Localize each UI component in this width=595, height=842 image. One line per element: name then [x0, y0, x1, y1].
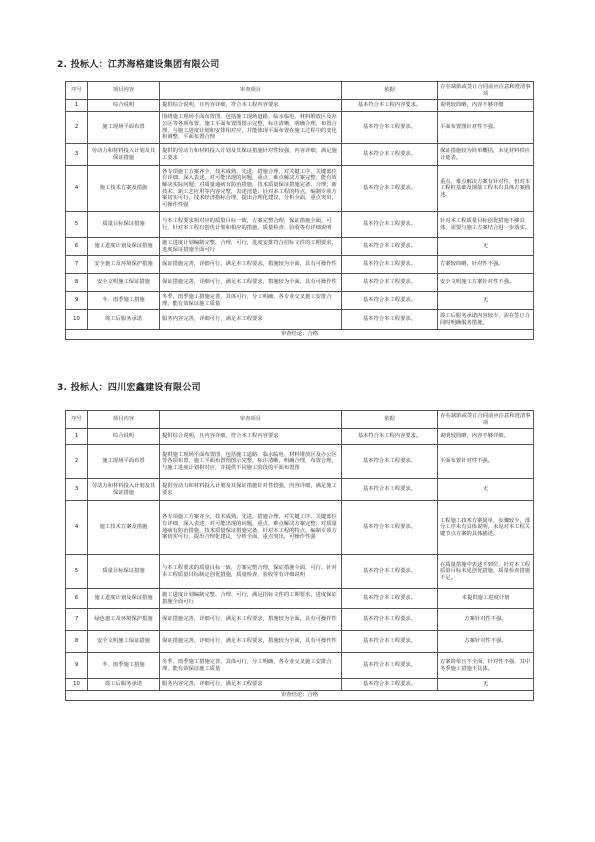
cell-issue: 安全文明施工方案针对性不强。 [438, 274, 534, 292]
cell-content: 保证措施完善，详细可行，满足本工程要求，措施较为全面，具有可操作性 [160, 631, 342, 653]
table-row [66, 166, 534, 212]
table-header-row [66, 82, 534, 100]
cell-no: 2 [66, 445, 88, 479]
table-row [66, 112, 534, 144]
cell-basis: 基本符合本工程要求。 [342, 609, 438, 631]
section-title-bidder-3: 3. 投标人：四川宏鑫建设有限公司 [57, 383, 201, 393]
cell-content: 保证措施完善，详细可行，满足本工程要求，措施较为全面，具有可操作性 [160, 256, 342, 274]
cell-issue: 保证措施较为简单概括，未见材料供应计划表。 [438, 144, 534, 166]
cell-item: 施工进度计划及保证措施 [88, 589, 160, 609]
cell-basis: 基本符合本工程要求。 [342, 555, 438, 589]
table-row [66, 445, 534, 479]
review-conclusion: 审查结论：合格 [66, 330, 534, 340]
cell-content: 提供施工现场平面布置图，包括施工道路、临水临电、材料堆放区及办公区等各项布置，施工平面布置图图示完整，标注清晰，明确合理，布置合理，与施工进度计划相对应，并提供不同施工阶段的平面布置图 [160, 445, 342, 479]
cell-item: 安全文明施工保证措施 [88, 274, 160, 292]
cell-no: 3 [66, 144, 88, 166]
cell-basis: 基本符合本工程要求。 [342, 479, 438, 501]
cell-item: 施工现场平面布置 [88, 445, 160, 479]
cell-no: 5 [66, 555, 88, 589]
cell-content: 保证措施完善，详细可行，满足本工程要求，措施较为全面，具有可操作性 [160, 609, 342, 631]
cell-no: 5 [66, 212, 88, 238]
header-content: 审查项目 [160, 411, 342, 429]
table-row [66, 100, 534, 112]
cell-issue: 平面布置针对性不强。 [438, 445, 534, 479]
cell-issue: 方案简单且不全面，针对性不强，其中冬季施工措施不具体。 [438, 653, 534, 679]
header-content: 审查项目 [160, 82, 342, 100]
cell-content: 提供的劳动力和材料投入计划及其保证措施针对性较强，内容详细，满足施工要求 [160, 144, 342, 166]
table-row [66, 555, 534, 589]
cell-issue: 在质量措施中表述不到位，针对本工程质量目标未见创优措施，质量检查措施不足。 [438, 555, 534, 589]
table-row [66, 589, 534, 609]
cell-issue: 平面布置图针对性不强。 [438, 112, 534, 144]
cell-content: 与本工程要求相对应的质量目标一致，方案完整合理，保证措施全面，可行，针对本工程有创优计划和相应的措施，质量检查、验收等有详细说明 [160, 212, 342, 238]
cell-issue: 针对本工程质量目标创优措施不够具体，需要与施工方案结合进一步落实。 [438, 212, 534, 238]
cell-no: 9 [66, 653, 88, 679]
cell-no: 2 [66, 112, 88, 144]
cell-no: 10 [66, 679, 88, 691]
header-item: 项目内容 [88, 82, 160, 100]
cell-item: 施工技术方案及措施 [88, 166, 160, 212]
cell-item: 冬、雨季施工措施 [88, 292, 160, 310]
table-row [66, 631, 534, 653]
cell-item: 安全施工及环境保护措施 [88, 256, 160, 274]
cell-item: 冬、雨季施工措施 [88, 653, 160, 679]
cell-item: 质量目标保证措施 [88, 212, 160, 238]
cell-basis: 基本符合本工程要求。 [342, 212, 438, 238]
header-item: 项目内容 [88, 411, 160, 429]
cell-basis: 基本符合本工程要求。 [342, 653, 438, 679]
cell-basis: 基本符合本工程要求。 [342, 166, 438, 212]
cell-no: 7 [66, 256, 88, 274]
table-row [66, 479, 534, 501]
cell-basis: 基本符合本工程要求。 [342, 144, 438, 166]
header-basis: 依据 [342, 82, 438, 100]
cell-content: 围绕施工现场平面布置图，包括施工现场道路、临水临电、材料堆放区及办公区等各项布置，施工平面布置图图示完整，标注清晰，明确合理，布置合理，与施工进度计划和安排相对应，并能体现平面布置在施工过程中的变化和调整，平面布置合理 [160, 112, 342, 144]
cell-basis: 基本符合本工程要求。 [342, 292, 438, 310]
cell-content: 冬季、雨季施工措施完善，具体可行，分工明确，各专业交叉施工安排合理，能有效保证施工质量 [160, 653, 342, 679]
cell-no: 8 [66, 631, 88, 653]
cell-no: 10 [66, 310, 88, 330]
section-title-bidder-2: 2. 投标人：江苏海格建设集团有限公司 [57, 60, 220, 70]
cell-item: 综合说明 [88, 429, 160, 445]
header-basis: 依据 [342, 411, 438, 429]
cell-issue: 竣工后服务承诺内容较少，需在签订合同时明确服务措施。 [438, 310, 534, 330]
header-no: 序号 [66, 82, 88, 100]
cell-basis: 基本符合本工程要求。 [342, 238, 438, 256]
table-footer-row [66, 330, 534, 340]
cell-basis: 基本符合本工程内容要求。 [342, 100, 438, 112]
table-row [66, 274, 534, 292]
cell-basis: 基本符合本工程要求。 [342, 256, 438, 274]
cell-issue: 无 [438, 292, 534, 310]
cell-basis: 基本符合本工程要求。 [342, 679, 438, 691]
cell-no: 9 [66, 292, 88, 310]
cell-item: 劳动力和材料投入计划及其保证措施 [88, 144, 160, 166]
cell-content: 各专项施工方案齐全，技术成熟，先进，措施合理，对关键工序、关键部位有详细、深入表述，对可能出现的问题，重点、难点解决方案完整，能有效解决实际问题；对质量通病有防治措施，技术质量保证措施完备、合理；新技术、新工艺应用等内容完整，表述清楚；针对本工程的特点，编制专项方案切实可行，技术经济指标合理，提出合理化建议，分析全面，重点突出，可操作性强 [160, 166, 342, 212]
cell-content: 服务内容完善，详细可行，满足本工程要求 [160, 679, 342, 691]
cell-issue: 重点、难点解决方案有针对性，但对本工程桩基础及钢筋工程未有具体方案描述。 [438, 166, 534, 212]
table-row [66, 256, 534, 274]
table-footer-row [66, 691, 534, 701]
cell-content: 各专项施工方案齐全，技术成熟，先进，措施合理，对关键工序、关键部位有详细、深入表述，对可能出现的问题，重点、难点解决方案完整；对质量通病有防治措施，技术质量保证措施完备，针对本工程的特点，编制专项方案切实可行，提出合理化建议，分析全面，重点突出，可操作性强 [160, 501, 342, 555]
header-no: 序号 [66, 411, 88, 429]
table-row [66, 238, 534, 256]
table-header-row [66, 411, 534, 429]
cell-content: 与本工程要求的质量目标一致，方案完整合理，保证措施全面，可行，针对本工程质量目标制定创优措施，质量检查、验收等有详细说明 [160, 555, 342, 589]
cell-item: 绿色施工及环境保护措施 [88, 609, 160, 631]
cell-no: 4 [66, 166, 88, 212]
cell-item: 质量目标保证措施 [88, 555, 160, 589]
table-row [66, 144, 534, 166]
cell-item: 综合说明 [88, 100, 160, 112]
cell-basis: 基本符合本工程要求。 [342, 501, 438, 555]
cell-basis: 基本符合本工程要求。 [342, 310, 438, 330]
cell-basis: 基本符合本工程内容要求。 [342, 429, 438, 445]
cell-item: 施工技术方案及措施 [88, 501, 160, 555]
cell-content: 施工进度计划编制完整，合理，可行，进度安排符合招标文件的工期要求，进度保证措施全面可行 [160, 238, 342, 256]
cell-no: 6 [66, 238, 88, 256]
cell-item: 劳动力和材料投入计划及其保证措施 [88, 479, 160, 501]
cell-content: 服务内容完善，详细可行，满足本工程要求 [160, 310, 342, 330]
cell-no: 6 [66, 589, 88, 609]
cell-content: 冬季、雨季施工措施完善，具体可行，分工明确，各专业交叉施工安排合理，能有效保证施工质量 [160, 292, 342, 310]
cell-item: 竣工后服务承诺 [88, 679, 160, 691]
review-conclusion: 审查结论：合格 [66, 691, 534, 701]
cell-no: 8 [66, 274, 88, 292]
cell-issue: 说明较简略，内容不够详细。 [438, 429, 534, 445]
cell-issue: 无 [438, 238, 534, 256]
cell-content: 施工进度计划编制完整、合理、可行，满足招标文件的工期要求，进度保证措施全面可行 [160, 589, 342, 609]
cell-content: 提供劳动力和材料投入计划及其保证措施针对性较强，内容详细，满足施工要求 [160, 479, 342, 501]
cell-item: 安全文明施工保证措施 [88, 631, 160, 653]
header-issue: 存在缺陷或签订合同前应注意和澄清事项 [438, 82, 534, 100]
cell-no: 1 [66, 429, 88, 445]
cell-issue: 未提供施工进度计划 [438, 589, 534, 609]
table-row [66, 212, 534, 238]
cell-basis: 基本符合本工程要求。 [342, 445, 438, 479]
cell-basis: 基本符合本工程要求。 [342, 274, 438, 292]
cell-content: 提供综合说明，且内容详细，符合本工程内容要求 [160, 100, 342, 112]
cell-issue: 无 [438, 679, 534, 691]
cell-basis: 基本符合本工程要求。 [342, 112, 438, 144]
table-row [66, 310, 534, 330]
cell-item: 施工进度计划及保证措施 [88, 238, 160, 256]
review-table-bidder-2 [65, 81, 534, 340]
cell-no: 7 [66, 609, 88, 631]
table-row [66, 501, 534, 555]
cell-no: 1 [66, 100, 88, 112]
table-row [66, 609, 534, 631]
cell-issue: 方案针对性不强。 [438, 631, 534, 653]
cell-item: 施工现场平面布置 [88, 112, 160, 144]
cell-basis: 基本符合本工程要求。 [342, 589, 438, 609]
table-row [66, 653, 534, 679]
cell-issue: 工程施工技术方案简单，步骤较少，部分工序未有具体说明，未见对本工程关键节点方案的具体描述。 [438, 501, 534, 555]
cell-issue: 方案较简略，针对性不强。 [438, 256, 534, 274]
table-row [66, 292, 534, 310]
cell-no: 3 [66, 479, 88, 501]
cell-issue: 说明较简略，内容不够详细 [438, 100, 534, 112]
cell-issue: 无 [438, 479, 534, 501]
cell-no: 4 [66, 501, 88, 555]
table-row [66, 429, 534, 445]
table-row [66, 679, 534, 691]
cell-issue: 方案针对性不强。 [438, 609, 534, 631]
cell-content: 保证措施完善，详细可行，满足本工程要求，措施较为全面，具有可操作性 [160, 274, 342, 292]
cell-basis: 基本符合本工程要求。 [342, 631, 438, 653]
header-issue: 存在缺陷或签订合同前应注意和澄清事项 [438, 411, 534, 429]
cell-item: 竣工后服务承诺 [88, 310, 160, 330]
review-table-bidder-3 [65, 410, 534, 701]
cell-content: 提供综合说明，且内容详细，符合本工程内容要求 [160, 429, 342, 445]
